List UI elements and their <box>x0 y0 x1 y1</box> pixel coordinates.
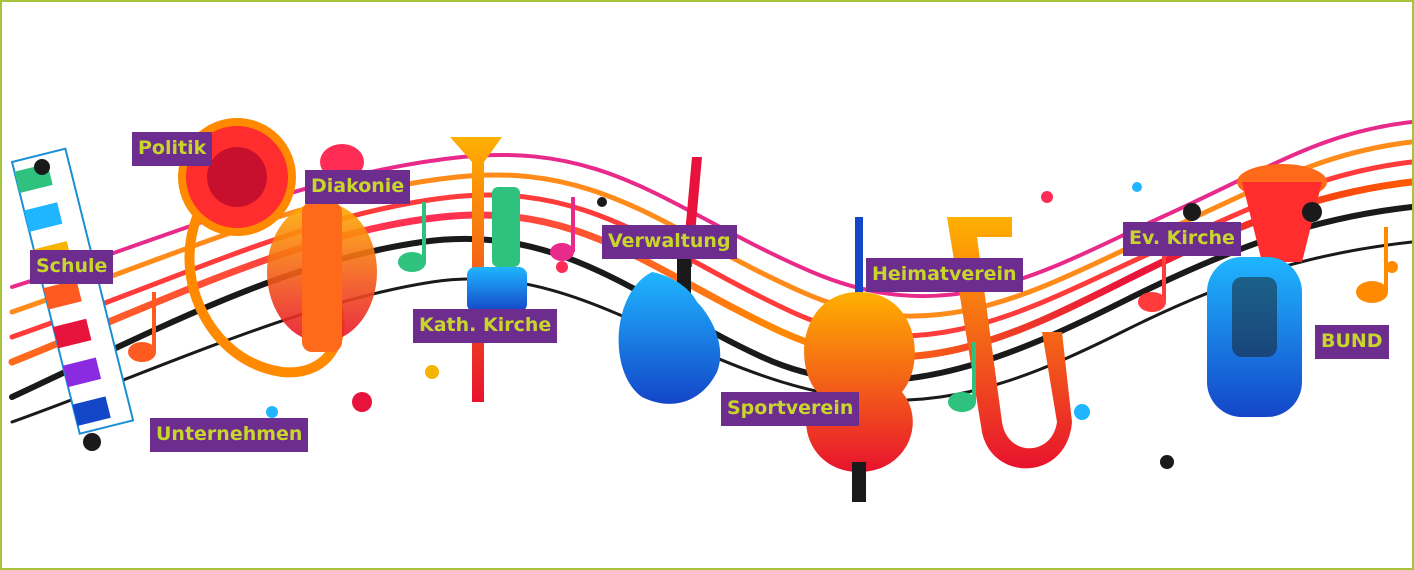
music-instruments-artwork <box>2 2 1414 570</box>
label-ev-kirche: Ev. Kirche <box>1123 222 1241 256</box>
label-kath-kirche: Kath. Kirche <box>413 309 557 343</box>
label-bund: BUND <box>1315 325 1389 359</box>
label-heimatverein: Heimatverein <box>866 258 1023 292</box>
electric-guitar-icon <box>619 157 721 404</box>
label-diakonie: Diakonie <box>305 170 410 204</box>
label-sportverein: Sportverein <box>721 392 859 426</box>
label-schule: Schule <box>30 250 113 284</box>
label-verwaltung: Verwaltung <box>602 225 737 259</box>
saxophone-icon <box>947 217 1072 468</box>
label-unternehmen: Unternehmen <box>150 418 308 452</box>
label-politik: Politik <box>132 132 212 166</box>
